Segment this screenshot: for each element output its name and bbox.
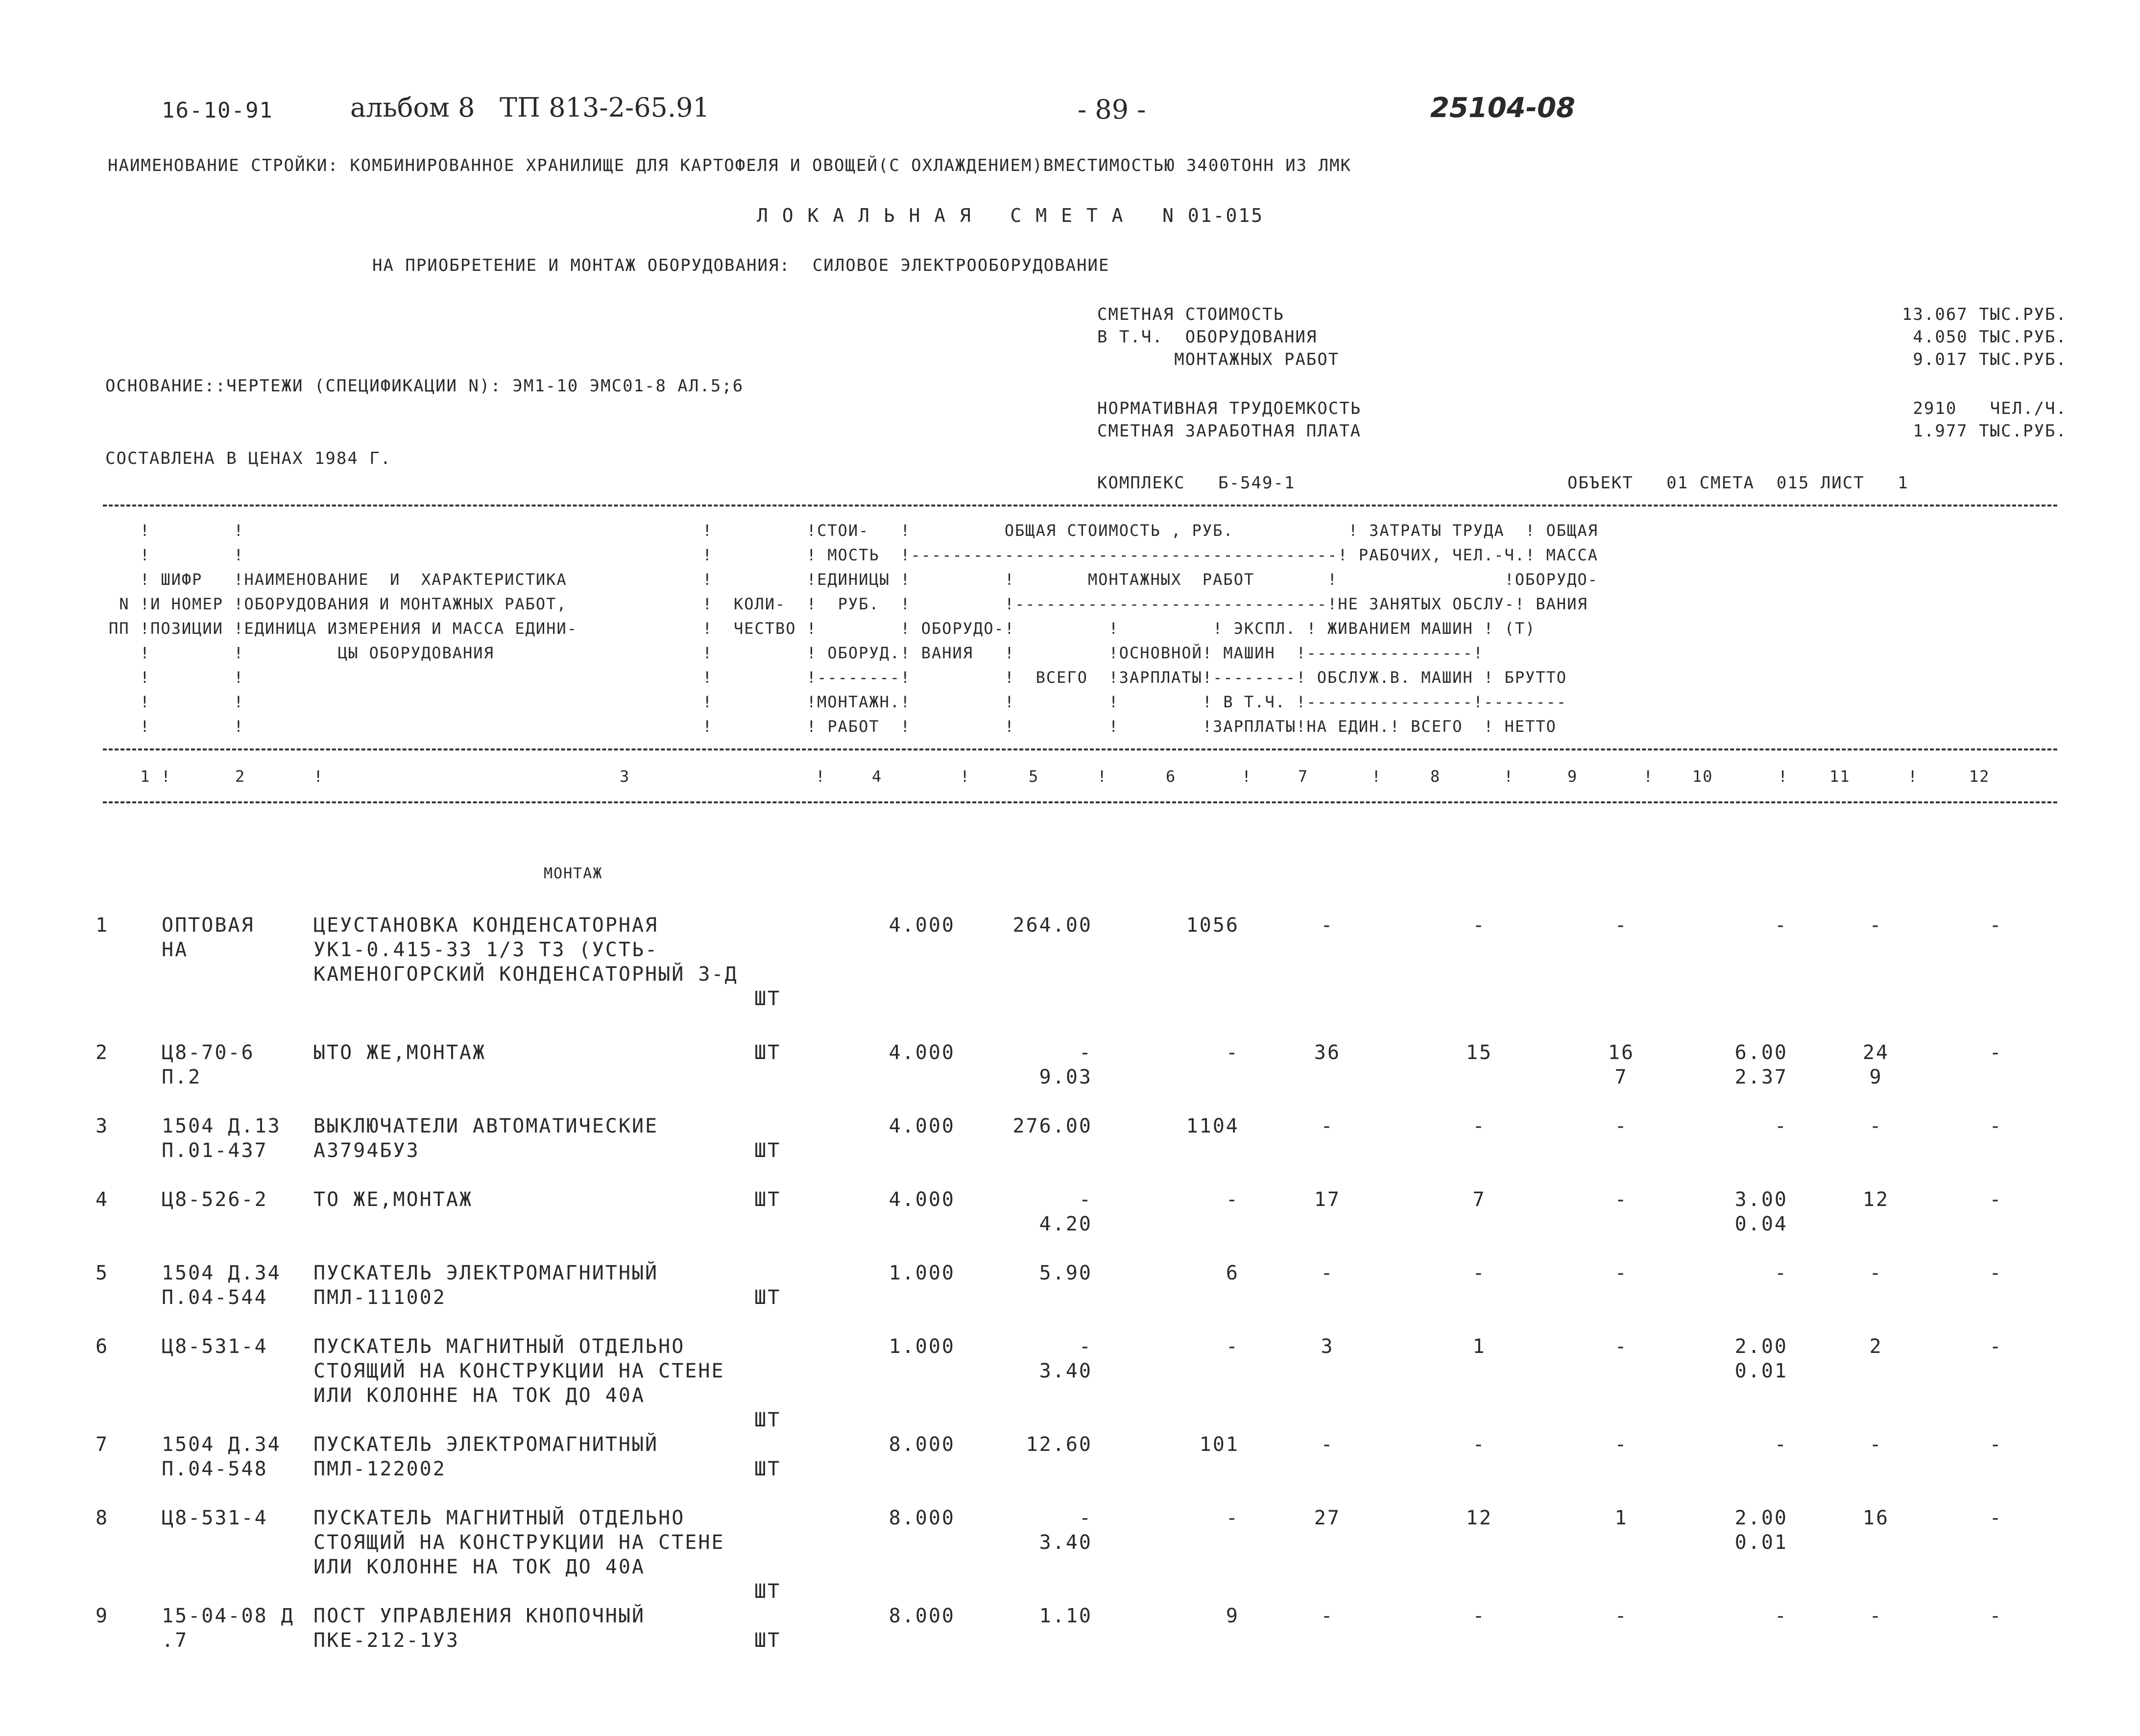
quantity: 4.000 — [889, 1041, 955, 1064]
equipment-mass: - — [1989, 914, 2003, 937]
unit-label: ШТ — [754, 988, 781, 1010]
unit-cost: - — [1079, 1188, 1092, 1211]
equipment-mass: - — [1989, 1335, 2003, 1358]
unit-cost: - — [1079, 1041, 1092, 1064]
basis-line: ОСНОВАНИЕ::ЧЕРТЕЖИ (СПЕЦИФИКАЦИИ N): ЭМ1-10 ЭМС01-8 АЛ.5;6 — [105, 376, 744, 396]
install-total: - — [1321, 1262, 1334, 1284]
column-number: 7 — [1298, 767, 1309, 786]
column-number: 5 — [1029, 767, 1039, 786]
equipment-cost: 101 — [1199, 1433, 1239, 1456]
quantity: 8.000 — [889, 1507, 955, 1529]
column-number: 4 — [872, 767, 883, 786]
column-number: 12 — [1969, 767, 1990, 786]
equipment-mass: - — [1989, 1188, 2003, 1211]
labor-per-unit: - — [1774, 914, 1788, 937]
labor-per-unit: - — [1774, 1605, 1788, 1627]
table-header-line: ! ! ЦЫ ОБОРУДОВАНИЯ ! ! ОБОРУД.! ВАНИЯ ! !ОСНОВНОЙ! МАШИН !----------------! — [109, 644, 1484, 662]
item-name: СТОЯЩИЙ НА КОНСТРУКЦИИ НА СТЕНЕ — [313, 1531, 725, 1554]
table-header-line: ! ! ! !--------! ! ВСЕГО !ЗАРПЛАТЫ!--------! ОБСЛУЖ.В. МАШИН ! БРУТТО — [109, 668, 1567, 687]
item-name: ЫТО ЖЕ,МОНТАЖ — [313, 1041, 486, 1064]
item-name: ПУСКАТЕЛЬ ЭЛЕКТРОМАГНИТНЫЙ — [313, 1262, 659, 1284]
unit-cost: - — [1079, 1507, 1092, 1529]
labor-total: - — [1869, 1605, 1883, 1627]
section-title: МОНТАЖ — [544, 865, 603, 882]
doc-title: Л О К А Л Ь Н А Я С М Е Т А N 01-015 — [757, 205, 1264, 226]
row-number: 5 — [96, 1262, 109, 1284]
position-code: ОПТОВАЯ — [162, 914, 255, 937]
labor-per-unit: 2.00 — [1734, 1335, 1788, 1358]
labor-per-unit: - — [1774, 1115, 1788, 1137]
position-code: П.01-437 — [162, 1139, 268, 1162]
machine-operation: 16 — [1608, 1041, 1635, 1064]
labor-per-unit: 2.37 — [1734, 1066, 1788, 1088]
row-number: 7 — [96, 1433, 109, 1456]
position-code: .7 — [162, 1629, 189, 1652]
position-code: Ц8-531-4 — [162, 1335, 268, 1358]
install-total: 3 — [1321, 1335, 1334, 1358]
column-number: 11 — [1829, 767, 1851, 786]
quantity: 8.000 — [889, 1433, 955, 1456]
column-number: 3 — [620, 767, 630, 786]
machine-operation: 7 — [1614, 1066, 1628, 1088]
equipment-mass: - — [1989, 1115, 2003, 1137]
labor-total: 12 — [1862, 1188, 1890, 1211]
summary-value: 1.977 ТЫС.РУБ. — [1913, 421, 2067, 441]
prices-year: СОСТАВЛЕНА В ЦЕНАХ 1984 Г. — [105, 449, 392, 468]
position-code: НА — [162, 939, 189, 961]
row-number: 9 — [96, 1605, 109, 1627]
column-separator: ! — [1643, 767, 1654, 786]
labor-per-unit: 0.04 — [1734, 1213, 1788, 1235]
base-wages: 7 — [1472, 1188, 1486, 1211]
equipment-mass: - — [1989, 1262, 2003, 1284]
unit-label: ШТ — [754, 1286, 781, 1309]
column-numbers-bottom-rule — [103, 801, 2057, 803]
row-number: 2 — [96, 1041, 109, 1064]
labor-per-unit: 2.00 — [1734, 1507, 1788, 1529]
table-header-line: ! ! ! !МОНТАЖН.! ! ! ! В Т.Ч. !----------------!-------- — [109, 693, 1567, 711]
base-wages: 1 — [1472, 1335, 1486, 1358]
summary-value: 4.050 ТЫС.РУБ. — [1913, 327, 2067, 347]
column-number: 9 — [1567, 767, 1578, 786]
item-name: КАМЕНОГОРСКИЙ КОНДЕНСАТОРНЫЙ 3-Д — [313, 963, 738, 986]
equipment-mass: - — [1989, 1507, 2003, 1529]
summary-label: МОНТАЖНЫХ РАБОТ — [1097, 350, 1340, 369]
equipment-mass: - — [1989, 1433, 2003, 1456]
install-total: - — [1321, 1115, 1334, 1137]
unit-label: ШТ — [754, 1188, 781, 1211]
doc-subtitle: НА ПРИОБРЕТЕНИЕ И МОНТАЖ ОБОРУДОВАНИЯ: СИЛОВОЕ ЭЛЕКТРООБОРУДОВАНИЕ — [372, 256, 1110, 275]
labor-total: - — [1869, 914, 1883, 937]
labor-per-unit: 6.00 — [1734, 1041, 1788, 1064]
unit-cost: - — [1079, 1335, 1092, 1358]
machine-operation: - — [1614, 1605, 1628, 1627]
table-header-line: N !И НОМЕР !ОБОРУДОВАНИЯ И МОНТАЖНЫХ РАБОТ, ! КОЛИ- ! РУБ. ! !------------------------------!НЕ ЗАНЯТЫХ ОБСЛУ-! ВАНИЯ — [109, 595, 1588, 613]
labor-total: - — [1869, 1115, 1883, 1137]
unit-cost: 4.20 — [1039, 1213, 1092, 1235]
position-code: 1504 Д.13 — [162, 1115, 281, 1137]
equipment-cost: 1104 — [1186, 1115, 1239, 1137]
summary-value: 13.067 ТЫС.РУБ. — [1901, 305, 2067, 324]
project-name: НАИМЕНОВАНИЕ СТРОЙКИ: КОМБИНИРОВАННОЕ ХРАНИЛИЩЕ ДЛЯ КАРТОФЕЛЯ И ОВОЩЕЙ(С ОХЛАЖДЕНИЕМ)ВМЕСТИМОСТЬЮ 3400ТОНН ИЗ ЛМК — [108, 156, 1352, 175]
column-number: 10 — [1692, 767, 1713, 786]
install-total: 36 — [1314, 1041, 1341, 1064]
unit-label: ШТ — [754, 1409, 781, 1431]
position-code: П.04-544 — [162, 1286, 268, 1309]
machine-operation: - — [1614, 914, 1628, 937]
install-total: - — [1321, 914, 1334, 937]
column-number: 8 — [1430, 767, 1441, 786]
labor-total: 24 — [1862, 1041, 1890, 1064]
column-separator: ! — [1097, 767, 1108, 786]
equipment-cost: - — [1226, 1041, 1239, 1064]
unit-cost: 5.90 — [1039, 1262, 1092, 1284]
position-code: 1504 Д.34 — [162, 1433, 281, 1456]
column-separator: ! — [1371, 767, 1382, 786]
table-header-line: ПП !ПОЗИЦИИ !ЕДИНИЦА ИЗМЕРЕНИЯ И МАССА ЕДИНИ- ! ЧЕСТВО ! ! ОБОРУДО-! ! ! ЭКСПЛ. ! ЖИВАНИЕМ МАШИН ! (Т) — [109, 619, 1536, 638]
item-name: ИЛИ КОЛОННЕ НА ТОК ДО 40А — [313, 1556, 646, 1578]
install-total: - — [1321, 1433, 1334, 1456]
item-name: ИЛИ КОЛОННЕ НА ТОК ДО 40А — [313, 1384, 646, 1407]
labor-total: 16 — [1862, 1507, 1890, 1529]
labor-per-unit: - — [1774, 1433, 1788, 1456]
unit-cost: 3.40 — [1039, 1531, 1092, 1554]
table-header-line: ! ! ! ! МОСТЬ !-----------------------------------------! РАБОЧИХ, ЧЕЛ.-Ч.! МАССА — [109, 546, 1598, 564]
position-code: П.2 — [162, 1066, 202, 1088]
base-wages: - — [1472, 1262, 1486, 1284]
machine-operation: - — [1614, 1335, 1628, 1358]
column-separator: ! — [1908, 767, 1919, 786]
install-total: 17 — [1314, 1188, 1341, 1211]
column-separator: ! — [1778, 767, 1789, 786]
quantity: 4.000 — [889, 1188, 955, 1211]
row-number: 6 — [96, 1335, 109, 1358]
column-number: 6 — [1166, 767, 1177, 786]
table-header-line: ! ! ! ! РАБОТ ! ! ! !ЗАРПЛАТЫ!НА ЕДИН.! ВСЕГО ! НЕТТО — [109, 717, 1557, 736]
position-code: Ц8-526-2 — [162, 1188, 268, 1211]
unit-cost: 3.40 — [1039, 1360, 1092, 1382]
machine-operation: - — [1614, 1188, 1628, 1211]
item-name: А3794БУ3 — [313, 1139, 420, 1162]
object-label: ОБЪЕКТ 01 СМЕТА 015 ЛИСТ 1 — [1567, 473, 1909, 493]
position-code: 15-04-08 Д — [162, 1605, 294, 1627]
item-name: ПМЛ-111002 — [313, 1286, 446, 1309]
unit-cost: 1.10 — [1039, 1605, 1092, 1627]
position-code: П.04-548 — [162, 1458, 268, 1480]
row-number: 4 — [96, 1188, 109, 1211]
summary-label: СМЕТНАЯ ЗАРАБОТНАЯ ПЛАТА — [1097, 421, 1362, 441]
row-number: 8 — [96, 1507, 109, 1529]
table-header-line: ! ШИФР !НАИМЕНОВАНИЕ И ХАРАКТЕРИСТИКА ! !ЕДИНИЦЫ ! ! МОНТАЖНЫХ РАБОТ ! !ОБОРУДО- — [109, 570, 1598, 589]
position-code: 1504 Д.34 — [162, 1262, 281, 1284]
labor-total: - — [1869, 1433, 1883, 1456]
item-name: ПМЛ-122002 — [313, 1458, 446, 1480]
item-name: ПУСКАТЕЛЬ МАГНИТНЫЙ ОТДЕЛЬНО — [313, 1335, 685, 1358]
quantity: 1.000 — [889, 1262, 955, 1284]
base-wages: - — [1472, 1433, 1486, 1456]
item-name: УК1-0.415-33 1/3 Т3 (УСТЬ- — [313, 939, 659, 961]
unit-label: ШТ — [754, 1139, 781, 1162]
handwritten-number: 25104-08 — [1430, 92, 1575, 124]
row-number: 1 — [96, 914, 109, 937]
labor-total: - — [1869, 1262, 1883, 1284]
table-header-line: ! ! ! !СТОИ- ! ОБЩАЯ СТОИМОСТЬ , РУБ. ! ЗАТРАТЫ ТРУДА ! ОБЩАЯ — [109, 521, 1598, 540]
item-name: ПУСКАТЕЛЬ ЭЛЕКТРОМАГНИТНЫЙ — [313, 1433, 659, 1456]
install-total: - — [1321, 1605, 1334, 1627]
item-name: ПКЕ-212-1У3 — [313, 1629, 459, 1652]
summary-label: СМЕТНАЯ СТОИМОСТЬ — [1097, 305, 1284, 324]
summary-value: 2910 ЧЕЛ./Ч. — [1913, 399, 2067, 418]
item-name: ВЫКЛЮЧАТЕЛИ АВТОМАТИЧЕСКИЕ — [313, 1115, 659, 1137]
column-separator: ! — [1504, 767, 1515, 786]
labor-per-unit: 3.00 — [1734, 1188, 1788, 1211]
document-date: 16-10-91 — [162, 98, 273, 123]
header-bottom-rule — [103, 748, 2057, 750]
unit-cost: 276.00 — [1012, 1115, 1092, 1137]
machine-operation: - — [1614, 1433, 1628, 1456]
equipment-cost: 1056 — [1186, 914, 1239, 937]
base-wages: 12 — [1466, 1507, 1493, 1529]
position-code: Ц8-70-6 — [162, 1041, 255, 1064]
unit-cost: 264.00 — [1012, 914, 1092, 937]
equipment-mass: - — [1989, 1041, 2003, 1064]
labor-per-unit: 0.01 — [1734, 1360, 1788, 1382]
table-top-rule — [103, 505, 2057, 506]
item-name: ПУСКАТЕЛЬ МАГНИТНЫЙ ОТДЕЛЬНО — [313, 1507, 685, 1529]
labor-per-unit: - — [1774, 1262, 1788, 1284]
machine-operation: 1 — [1614, 1507, 1628, 1529]
row-number: 3 — [96, 1115, 109, 1137]
base-wages: - — [1472, 914, 1486, 937]
quantity: 4.000 — [889, 1115, 955, 1137]
item-name: ТО ЖЕ,МОНТАЖ — [313, 1188, 473, 1211]
position-code: Ц8-531-4 — [162, 1507, 268, 1529]
summary-label: В Т.Ч. ОБОРУДОВАНИЯ — [1097, 327, 1318, 347]
column-separator: ! — [816, 767, 826, 786]
item-name: ЦЕУСТАНОВКА КОНДЕНСАТОРНАЯ — [313, 914, 659, 937]
unit-cost: 9.03 — [1039, 1066, 1092, 1088]
quantity: 8.000 — [889, 1605, 955, 1627]
unit-label: ШТ — [754, 1041, 781, 1064]
install-total: 27 — [1314, 1507, 1341, 1529]
column-separator: ! — [960, 767, 971, 786]
equipment-cost: - — [1226, 1507, 1239, 1529]
equipment-mass: - — [1989, 1605, 2003, 1627]
machine-operation: - — [1614, 1262, 1628, 1284]
base-wages: - — [1472, 1115, 1486, 1137]
column-number: 2 — [235, 767, 246, 786]
labor-total: 9 — [1869, 1066, 1883, 1088]
complex-label: КОМПЛЕКС Б-549-1 — [1097, 473, 1296, 493]
album-label: альбом 8 — [350, 92, 475, 123]
base-wages: 15 — [1466, 1041, 1493, 1064]
labor-per-unit: 0.01 — [1734, 1531, 1788, 1554]
unit-cost: 12.60 — [1026, 1433, 1092, 1456]
equipment-cost: 9 — [1226, 1605, 1239, 1627]
unit-label: ШТ — [754, 1458, 781, 1480]
equipment-cost: - — [1226, 1188, 1239, 1211]
quantity: 1.000 — [889, 1335, 955, 1358]
labor-total: 2 — [1869, 1335, 1883, 1358]
column-separator: ! — [313, 767, 324, 786]
page-number: - 89 - — [1078, 94, 1146, 125]
summary-label: НОРМАТИВНАЯ ТРУДОЕМКОСТЬ — [1097, 399, 1362, 418]
project-code: ТП 813-2-65.91 — [500, 92, 710, 123]
item-name: ПОСТ УПРАВЛЕНИЯ КНОПОЧНЫЙ — [313, 1605, 646, 1627]
summary-value: 9.017 ТЫС.РУБ. — [1913, 350, 2067, 369]
quantity: 4.000 — [889, 914, 955, 937]
item-name: СТОЯЩИЙ НА КОНСТРУКЦИИ НА СТЕНЕ — [313, 1360, 725, 1382]
unit-label: ШТ — [754, 1580, 781, 1603]
unit-label: ШТ — [754, 1629, 781, 1652]
equipment-cost: 6 — [1226, 1262, 1239, 1284]
base-wages: - — [1472, 1605, 1486, 1627]
equipment-cost: - — [1226, 1335, 1239, 1358]
column-number: 1 ! — [130, 767, 172, 786]
column-separator: ! — [1242, 767, 1252, 786]
machine-operation: - — [1614, 1115, 1628, 1137]
